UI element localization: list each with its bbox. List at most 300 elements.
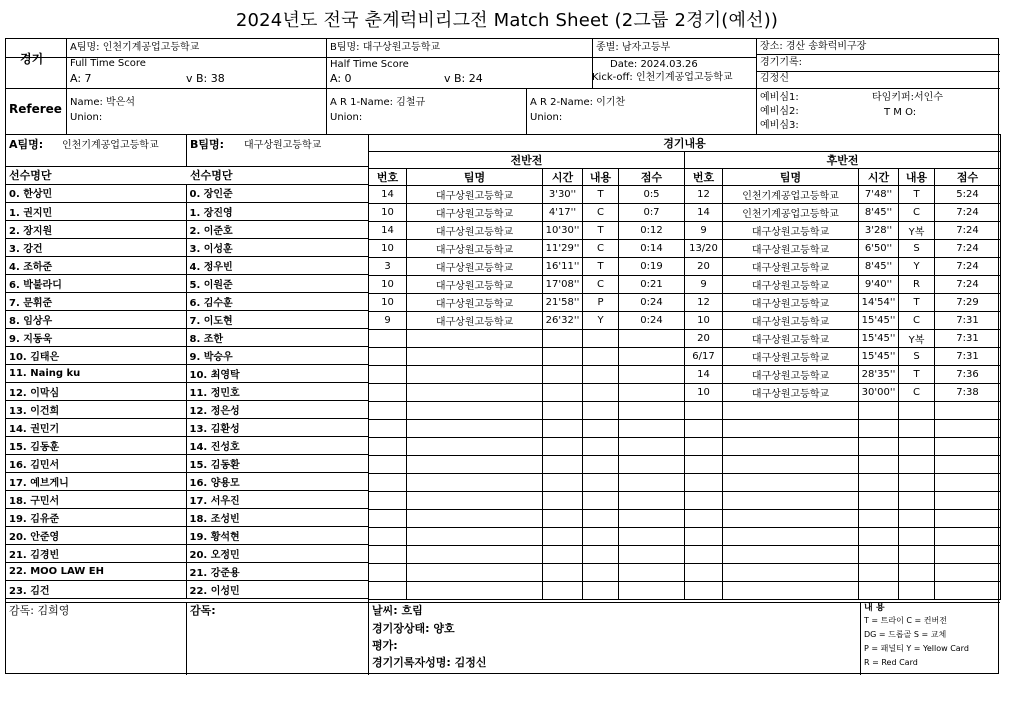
- column-header: 점수: [935, 169, 1001, 186]
- event-cell: [407, 330, 543, 348]
- event-cell: 15'45'': [859, 330, 899, 348]
- event-cell: 인천기계공업고등학교: [723, 204, 859, 222]
- event-cell: [935, 474, 1001, 492]
- event-cell: 대구상원고등학교: [723, 258, 859, 276]
- team-a-player: 16. 김민서: [6, 454, 186, 472]
- event-cell: [583, 384, 619, 402]
- event-cell: 10: [369, 276, 407, 294]
- event-cell: [407, 366, 543, 384]
- referee-name: Name: 박은석: [70, 97, 136, 108]
- event-cell: 7:31: [935, 330, 1001, 348]
- event-cell: [583, 420, 619, 438]
- player-row: [6, 508, 368, 526]
- event-cell: [583, 474, 619, 492]
- event-cell: [935, 528, 1001, 546]
- team-a-player: 8. 임상우: [6, 310, 186, 328]
- event-cell: 대구상원고등학교: [407, 276, 543, 294]
- event-cell: Y: [583, 312, 619, 330]
- player-row: [6, 310, 368, 328]
- event-cell: 16'11'': [543, 258, 583, 276]
- player-row: [6, 544, 368, 562]
- divider: [6, 88, 1000, 89]
- event-cell: [583, 546, 619, 564]
- event-row: [369, 492, 1001, 510]
- event-cell: [859, 420, 899, 438]
- event-cell: [583, 456, 619, 474]
- event-cell: [859, 510, 899, 528]
- divider: [860, 602, 861, 675]
- game-events-table: [368, 134, 1001, 600]
- event-cell: 9: [685, 222, 723, 240]
- event-cell: C: [899, 204, 935, 222]
- event-cell: [543, 474, 583, 492]
- venue-field: 장소: 경산 송화럭비구장: [760, 41, 867, 52]
- event-cell: 3'28'': [859, 222, 899, 240]
- team-a-player: 20. 안준영: [6, 526, 186, 544]
- event-cell: 대구상원고등학교: [723, 294, 859, 312]
- event-cell: 21'58'': [543, 294, 583, 312]
- event-row: [369, 582, 1001, 600]
- divider: [66, 39, 67, 134]
- player-row: [6, 364, 368, 382]
- event-cell: [723, 528, 859, 546]
- event-cell: 30'00'': [859, 384, 899, 402]
- event-cell: [543, 582, 583, 600]
- event-cell: 7:24: [935, 276, 1001, 294]
- event-cell: 0:14: [619, 240, 685, 258]
- divider: [186, 602, 187, 675]
- weather-field: 날씨: 흐림: [372, 604, 423, 617]
- event-cell: 0:24: [619, 312, 685, 330]
- event-cell: C: [899, 384, 935, 402]
- event-cell: [685, 582, 723, 600]
- team-b-player: 2. 이준호: [186, 220, 368, 238]
- event-cell: 대구상원고등학교: [723, 312, 859, 330]
- event-cell: 3: [369, 258, 407, 276]
- team-a-player: 19. 김유준: [6, 508, 186, 526]
- event-cell: 7'48'': [859, 186, 899, 204]
- event-cell: [685, 528, 723, 546]
- event-row: [369, 312, 1001, 330]
- record-name: 김정신: [760, 73, 789, 84]
- event-cell: [935, 582, 1001, 600]
- event-cell: [685, 564, 723, 582]
- team-a-player: 22. MOO LAW EH: [6, 562, 186, 580]
- event-cell: 9'40'': [859, 276, 899, 294]
- event-cell: 대구상원고등학교: [723, 384, 859, 402]
- event-cell: [899, 546, 935, 564]
- page-title: 2024년도 전국 춘계럭비리그전 Match Sheet (2그룹 2경기(예선)): [235, 10, 779, 31]
- event-cell: [543, 348, 583, 366]
- event-cell: [369, 546, 407, 564]
- event-cell: [543, 420, 583, 438]
- player-row: [6, 472, 368, 490]
- team-b-player: 18. 조성빈: [186, 508, 368, 526]
- ar2-name: A R 2-Name: 이기찬: [530, 97, 626, 108]
- event-cell: 대구상원고등학교: [723, 348, 859, 366]
- event-cell: [619, 330, 685, 348]
- event-cell: [543, 456, 583, 474]
- event-row: [369, 204, 1001, 222]
- ar1-union: Union:: [330, 112, 363, 123]
- event-cell: [583, 348, 619, 366]
- event-row: [369, 438, 1001, 456]
- team-a-player: 1. 권지민: [6, 202, 186, 220]
- event-cell: 6/17: [685, 348, 723, 366]
- match-sheet: [5, 38, 999, 674]
- referee-union: Union:: [70, 112, 103, 123]
- column-header: 시간: [859, 169, 899, 186]
- player-row: [6, 292, 368, 310]
- full-time-score-b: v B: 38: [186, 72, 225, 85]
- date-field: Date: 2024.03.26: [610, 59, 698, 70]
- event-cell: 10: [369, 294, 407, 312]
- team-b-label: B팀명:: [190, 138, 225, 151]
- event-cell: [583, 582, 619, 600]
- team-b-player: 19. 황석현: [186, 526, 368, 544]
- event-cell: [369, 528, 407, 546]
- divider: [6, 166, 368, 167]
- team-b-field: B팀명: 대구상원고등학교: [330, 42, 441, 53]
- tmo-field: T M O:: [884, 107, 917, 118]
- event-cell: 대구상원고등학교: [407, 294, 543, 312]
- event-cell: 8'45'': [859, 258, 899, 276]
- event-cell: S: [899, 348, 935, 366]
- event-cell: [619, 420, 685, 438]
- reserve-referee-1: 예비심1:: [760, 92, 799, 103]
- event-cell: 20: [685, 330, 723, 348]
- player-row: [6, 562, 368, 580]
- event-cell: [583, 510, 619, 528]
- event-cell: 대구상원고등학교: [407, 258, 543, 276]
- event-cell: [723, 402, 859, 420]
- event-cell: [619, 348, 685, 366]
- team-a-player: 6. 박불라디: [6, 274, 186, 292]
- legend-line: T = 트라이 C = 컨버전: [864, 616, 947, 625]
- divider: [6, 602, 1000, 603]
- event-cell: [619, 474, 685, 492]
- event-cell: [723, 492, 859, 510]
- team-b-player: 21. 강준용: [186, 562, 368, 580]
- reserve-referee-2: 예비심2:: [760, 106, 799, 117]
- column-header: 점수: [619, 169, 685, 186]
- event-cell: [619, 582, 685, 600]
- event-cell: 대구상원고등학교: [723, 222, 859, 240]
- player-row: [6, 382, 368, 400]
- event-cell: [899, 564, 935, 582]
- event-cell: [619, 510, 685, 528]
- team-b-player: 1. 장진영: [186, 202, 368, 220]
- full-time-score-a: A: 7: [70, 72, 92, 85]
- event-row: [369, 474, 1001, 492]
- event-cell: 0:7: [619, 204, 685, 222]
- event-cell: T: [899, 186, 935, 204]
- event-cell: [859, 582, 899, 600]
- legend-line: R = Red Card: [864, 658, 918, 667]
- event-cell: R: [899, 276, 935, 294]
- event-cell: Y복: [899, 222, 935, 240]
- ar2-union: Union:: [530, 112, 563, 123]
- event-cell: 12: [685, 294, 723, 312]
- event-cell: [369, 474, 407, 492]
- team-a-player: 11. Naing ku: [6, 364, 186, 382]
- event-cell: 0:5: [619, 186, 685, 204]
- event-cell: [407, 582, 543, 600]
- event-cell: [935, 420, 1001, 438]
- event-cell: 13/20: [685, 240, 723, 258]
- event-cell: [723, 456, 859, 474]
- event-cell: [407, 510, 543, 528]
- event-cell: [407, 528, 543, 546]
- event-cell: 17'08'': [543, 276, 583, 294]
- team-b-player: 6. 김수훈: [186, 292, 368, 310]
- event-cell: [723, 546, 859, 564]
- event-cell: [935, 510, 1001, 528]
- event-cell: [685, 546, 723, 564]
- event-cell: 5:24: [935, 186, 1001, 204]
- player-row: [6, 490, 368, 508]
- record-label: 경기기록:: [760, 57, 803, 68]
- event-cell: 10: [685, 312, 723, 330]
- event-cell: 7:24: [935, 258, 1001, 276]
- divider: [756, 71, 1000, 72]
- event-cell: T: [899, 366, 935, 384]
- team-b-player: 8. 조한: [186, 328, 368, 346]
- team-a-label: A팀명:: [9, 138, 44, 151]
- event-row: [369, 240, 1001, 258]
- ar1-name: A R 1-Name: 김철규: [330, 97, 426, 108]
- event-cell: [369, 330, 407, 348]
- team-b-player: 9. 박승우: [186, 346, 368, 364]
- coach-a: 감독: 김희영: [9, 604, 70, 617]
- event-cell: [543, 366, 583, 384]
- divider: [756, 54, 1000, 55]
- event-cell: [543, 528, 583, 546]
- event-cell: [899, 438, 935, 456]
- event-cell: 7:31: [935, 348, 1001, 366]
- event-cell: T: [899, 294, 935, 312]
- event-cell: 14'54'': [859, 294, 899, 312]
- event-cell: 14: [369, 186, 407, 204]
- event-cell: [685, 402, 723, 420]
- event-cell: [685, 510, 723, 528]
- event-cell: [723, 510, 859, 528]
- team-b-name: 대구상원고등학교: [244, 140, 322, 151]
- event-cell: 0:12: [619, 222, 685, 240]
- coach-b: 감독:: [190, 604, 216, 617]
- event-cell: [583, 402, 619, 420]
- event-cell: 10: [369, 204, 407, 222]
- first-half-title: 전반전: [369, 152, 685, 169]
- player-row: [6, 328, 368, 346]
- event-cell: S: [899, 240, 935, 258]
- event-cell: P: [583, 294, 619, 312]
- half-time-label: Half Time Score: [330, 59, 409, 70]
- event-cell: 대구상원고등학교: [723, 276, 859, 294]
- event-cell: [859, 474, 899, 492]
- event-cell: 대구상원고등학교: [407, 186, 543, 204]
- column-header: 시간: [543, 169, 583, 186]
- event-cell: 7:38: [935, 384, 1001, 402]
- recorder-field: 경기기록자성명: 김정신: [372, 656, 487, 669]
- team-b-player: 10. 최영탁: [186, 364, 368, 382]
- event-cell: [407, 438, 543, 456]
- event-cell: 7:24: [935, 222, 1001, 240]
- event-row: [369, 564, 1001, 582]
- event-cell: [369, 348, 407, 366]
- column-header: 번호: [685, 169, 723, 186]
- event-cell: [899, 402, 935, 420]
- team-a-player: 17. 예브게니: [6, 472, 186, 490]
- team-b-player: 12. 정은성: [186, 400, 368, 418]
- event-cell: 4'17'': [543, 204, 583, 222]
- team-b-player: 0. 장인준: [186, 184, 368, 202]
- player-row: [6, 454, 368, 472]
- team-b-player: 3. 이성훈: [186, 238, 368, 256]
- event-cell: 8'45'': [859, 204, 899, 222]
- team-a-player: 3. 강건: [6, 238, 186, 256]
- divider: [186, 134, 187, 166]
- event-row: [369, 186, 1001, 204]
- event-cell: [935, 546, 1001, 564]
- legend-line: DG = 드롭골 S = 교체: [864, 630, 947, 639]
- match-label: 경기: [20, 52, 44, 66]
- team-b-player: 11. 정민호: [186, 382, 368, 400]
- team-a-player: 14. 권민기: [6, 418, 186, 436]
- player-row: [6, 220, 368, 238]
- event-cell: [583, 330, 619, 348]
- event-cell: [935, 402, 1001, 420]
- half-time-score-a: A: 0: [330, 72, 352, 85]
- reserve-referee-3: 예비심3:: [760, 120, 799, 131]
- team-b-player: 4. 정우빈: [186, 256, 368, 274]
- event-row: [369, 294, 1001, 312]
- team-a-field: A팀명: 인천기계공업고등학교: [70, 42, 200, 53]
- kickoff-field: Kick-off: 인천기계공업고등학교: [592, 72, 733, 83]
- event-cell: [369, 456, 407, 474]
- event-cell: T: [583, 186, 619, 204]
- event-cell: [543, 510, 583, 528]
- team-a-player: 21. 김경빈: [6, 544, 186, 562]
- event-cell: [583, 528, 619, 546]
- event-cell: 11'29'': [543, 240, 583, 258]
- event-row: [369, 420, 1001, 438]
- event-row: [369, 330, 1001, 348]
- event-cell: [899, 456, 935, 474]
- event-cell: [935, 438, 1001, 456]
- team-b-player: 16. 양용모: [186, 472, 368, 490]
- event-cell: [685, 456, 723, 474]
- event-row: [369, 546, 1001, 564]
- event-cell: [583, 564, 619, 582]
- legend: [864, 602, 969, 670]
- event-row: [369, 510, 1001, 528]
- event-cell: [619, 384, 685, 402]
- event-row: [369, 276, 1001, 294]
- full-time-label: Full Time Score: [70, 58, 146, 69]
- player-row: [6, 526, 368, 544]
- event-cell: [619, 492, 685, 510]
- event-cell: [543, 438, 583, 456]
- event-cell: [899, 582, 935, 600]
- event-cell: [859, 402, 899, 420]
- event-cell: [543, 564, 583, 582]
- event-cell: [899, 474, 935, 492]
- event-cell: [685, 420, 723, 438]
- event-cell: [543, 546, 583, 564]
- player-roster: [6, 184, 368, 599]
- event-cell: 10: [685, 384, 723, 402]
- event-cell: 대구상원고등학교: [723, 330, 859, 348]
- event-cell: [685, 438, 723, 456]
- event-cell: 28'35'': [859, 366, 899, 384]
- event-cell: 7:31: [935, 312, 1001, 330]
- column-header: 팀명: [407, 169, 543, 186]
- event-cell: 12: [685, 186, 723, 204]
- team-a-player: 10. 김태은: [6, 346, 186, 364]
- team-b-player: 22. 이성민: [186, 580, 368, 598]
- player-row: [6, 256, 368, 274]
- column-header: 번호: [369, 169, 407, 186]
- player-row: [6, 400, 368, 418]
- event-cell: [407, 348, 543, 366]
- event-row: [369, 348, 1001, 366]
- legend-title: 내 용: [864, 603, 885, 613]
- event-cell: 인천기계공업고등학교: [723, 186, 859, 204]
- event-cell: 7:24: [935, 204, 1001, 222]
- team-a-player: 12. 이막심: [6, 382, 186, 400]
- event-row: [369, 402, 1001, 420]
- event-cell: C: [583, 240, 619, 258]
- event-cell: [723, 438, 859, 456]
- event-cell: 7:29: [935, 294, 1001, 312]
- column-header: 팀명: [723, 169, 859, 186]
- team-a-roster-header: 선수명단: [9, 169, 52, 182]
- event-cell: [543, 384, 583, 402]
- event-cell: [543, 330, 583, 348]
- team-a-player: 0. 한상민: [6, 184, 186, 202]
- rating-field: 평가:: [372, 639, 398, 652]
- team-a-player: 15. 김동훈: [6, 436, 186, 454]
- event-cell: [407, 492, 543, 510]
- divider: [526, 88, 527, 134]
- event-cell: 6'50'': [859, 240, 899, 258]
- event-cell: [935, 456, 1001, 474]
- event-row: [369, 528, 1001, 546]
- event-cell: [369, 564, 407, 582]
- column-header: 내용: [583, 169, 619, 186]
- team-a-player: 9. 지동욱: [6, 328, 186, 346]
- event-cell: [685, 492, 723, 510]
- event-cell: [723, 420, 859, 438]
- event-cell: [369, 420, 407, 438]
- event-cell: 0:24: [619, 294, 685, 312]
- event-cell: [859, 546, 899, 564]
- event-cell: [407, 384, 543, 402]
- event-cell: 대구상원고등학교: [407, 222, 543, 240]
- event-cell: T: [583, 258, 619, 276]
- event-cell: [723, 582, 859, 600]
- event-cell: [407, 546, 543, 564]
- event-cell: [899, 510, 935, 528]
- player-row: [6, 202, 368, 220]
- event-cell: Y: [899, 258, 935, 276]
- event-cell: [369, 366, 407, 384]
- referee-label: Referee: [9, 102, 62, 116]
- event-cell: [859, 456, 899, 474]
- team-a-player: 23. 김건: [6, 580, 186, 598]
- event-cell: 대구상원고등학교: [407, 240, 543, 258]
